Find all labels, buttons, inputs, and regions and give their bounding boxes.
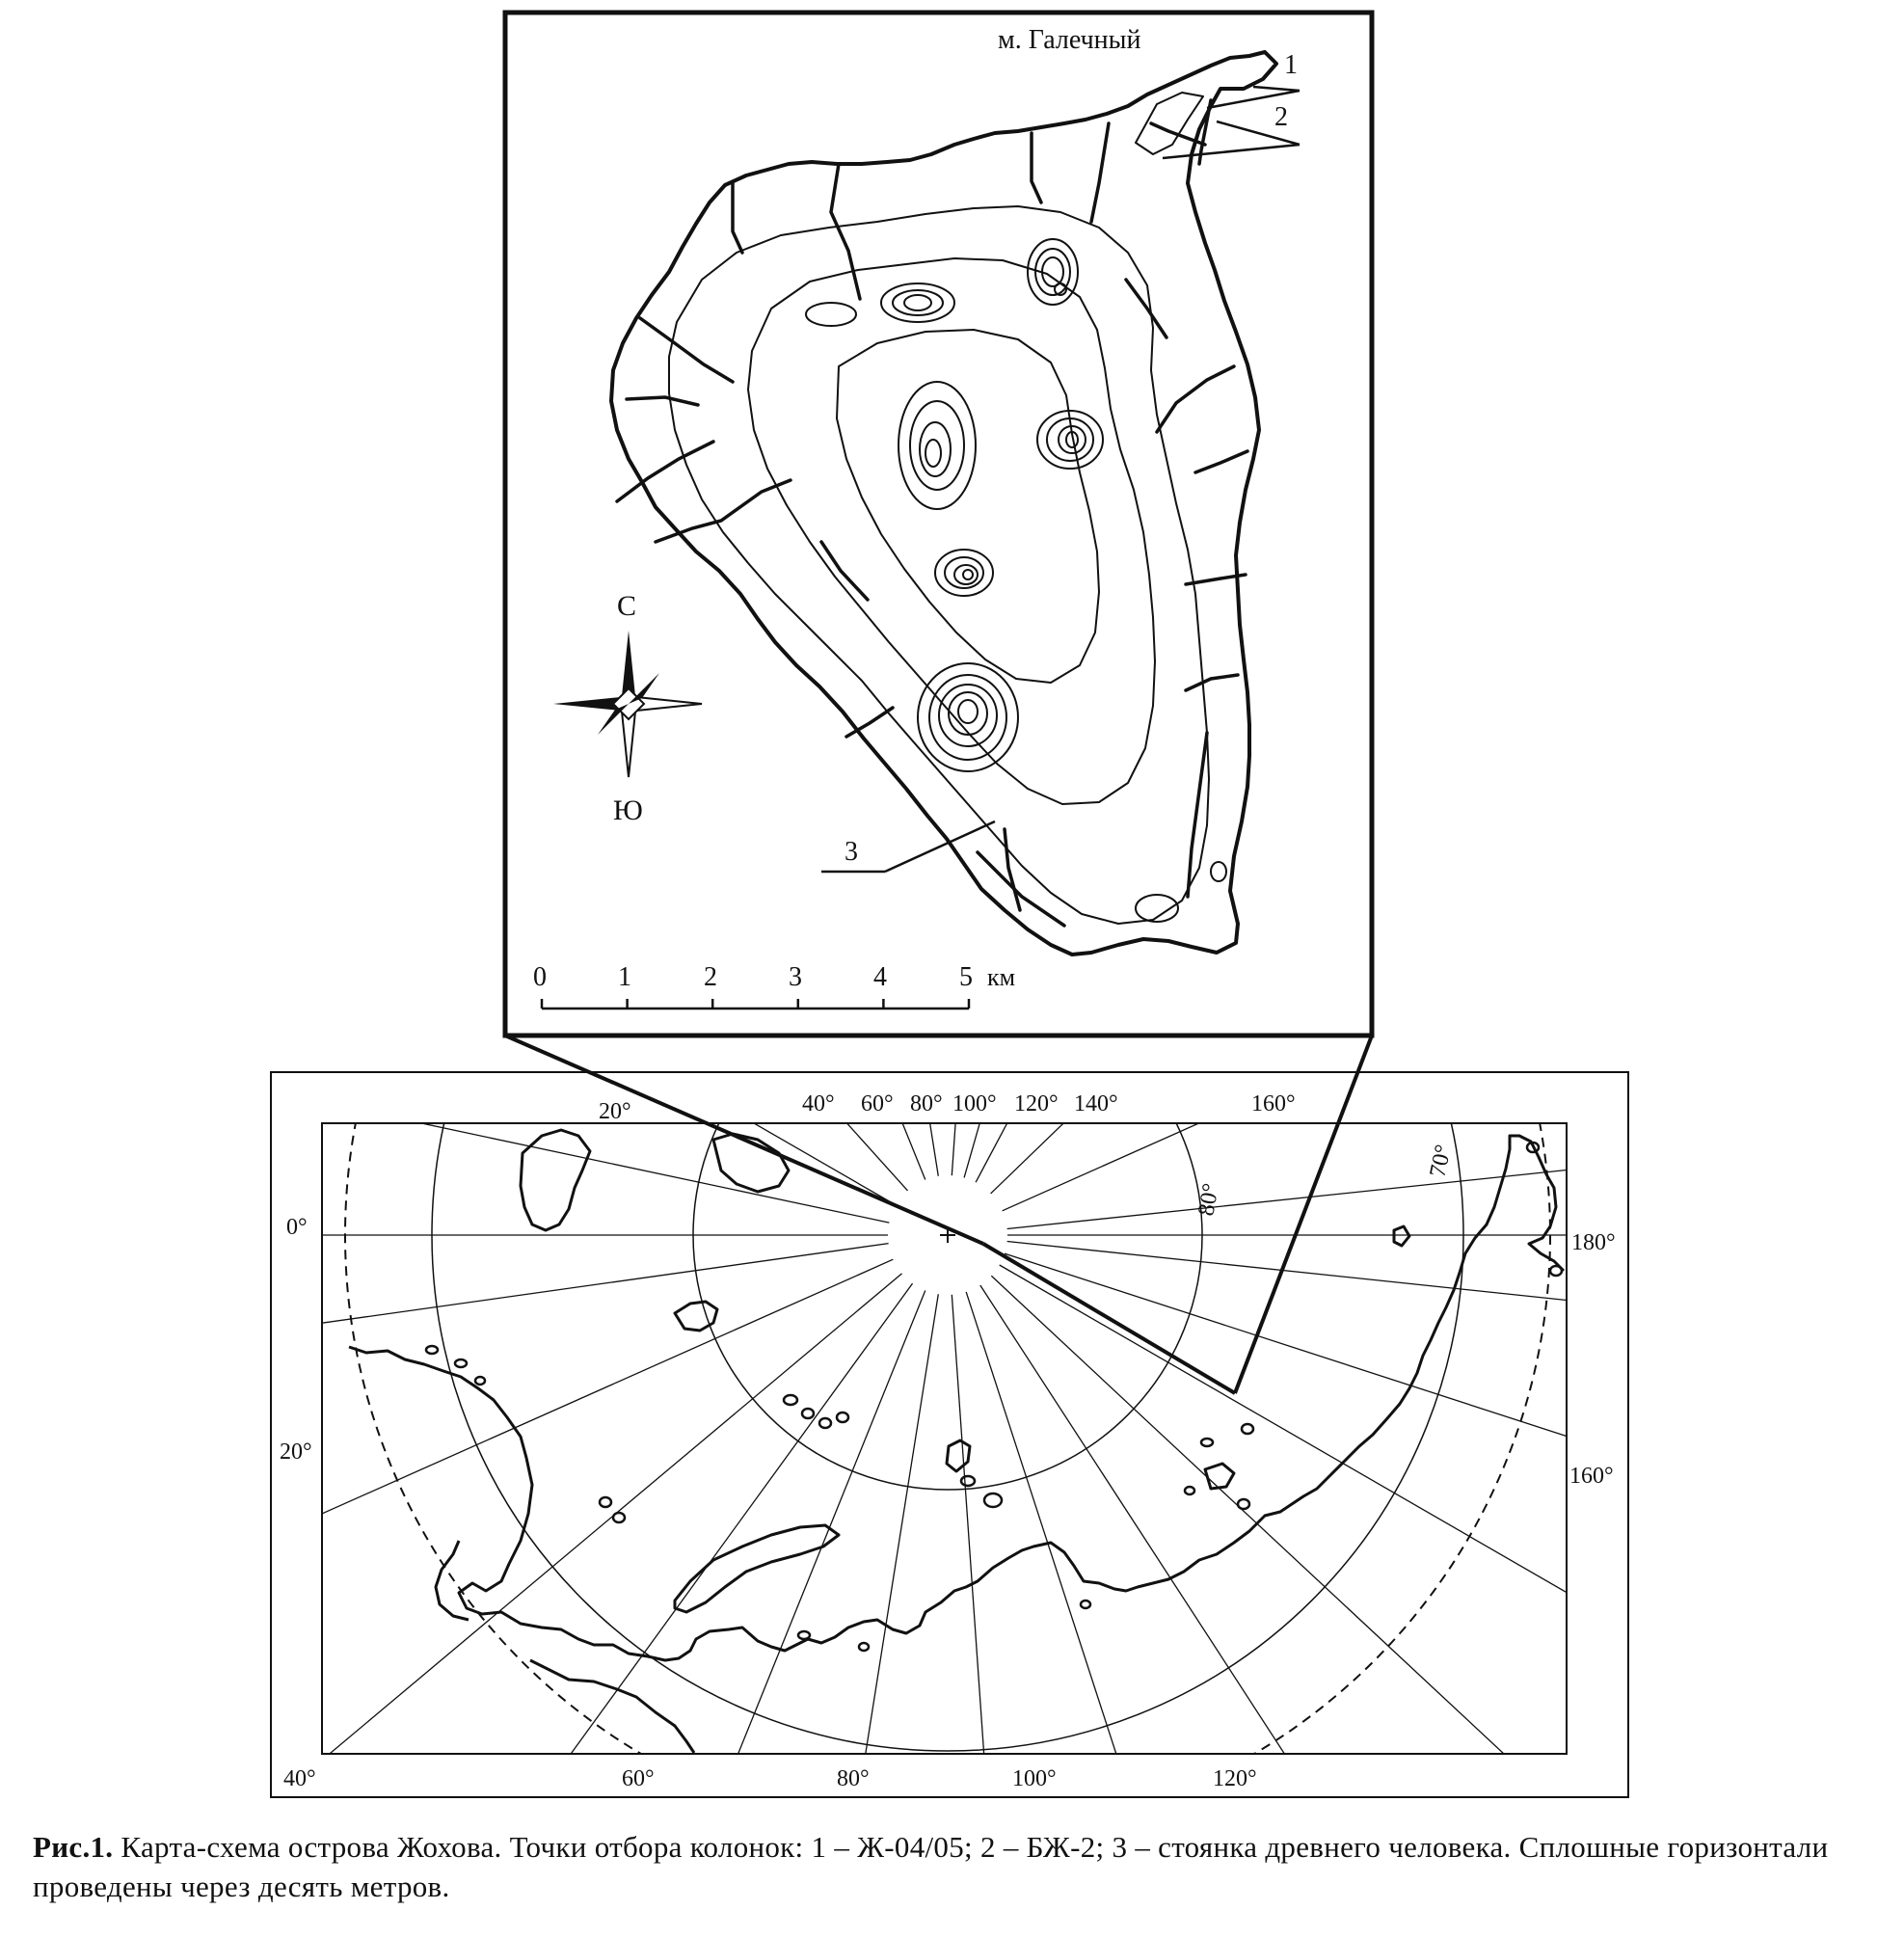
lon-label-top-120: 120° (1014, 1091, 1059, 1116)
coastlines (349, 1130, 1564, 1753)
coastline-franz-josef (675, 1302, 717, 1331)
coastline-wrangel (1394, 1226, 1409, 1246)
meridian-line (155, 1259, 894, 1588)
overview-labels (280, 1091, 1616, 1791)
lon-label-top-80: 80° (910, 1091, 943, 1116)
cape-label: м. Галечный (998, 25, 1141, 55)
right-label-160: 160° (1569, 1464, 1614, 1489)
coastline-svalbard (521, 1130, 590, 1230)
island-inset (505, 13, 1372, 1036)
lat-label-80: 80° (1193, 1181, 1224, 1219)
compass-north-label: С (617, 590, 637, 622)
scale-tick-label-0: 0 (533, 962, 547, 992)
scale-tick-label-1: 1 (618, 962, 631, 992)
marker-2-label: 2 (1274, 102, 1288, 132)
left-label-20: 20° (280, 1439, 312, 1465)
scale-tick-label-2: 2 (704, 962, 717, 992)
small-islands (426, 1143, 1562, 1651)
scale-tick-label-3: 3 (789, 962, 802, 992)
overview-inner-frame (322, 1123, 1567, 1754)
lon-label-top-60: 60° (861, 1091, 894, 1116)
scale-tick-label-5: 5 (959, 962, 973, 992)
lon-label-top-140: 140° (1074, 1091, 1118, 1116)
coastline-novaya-zemlya (675, 1525, 839, 1612)
meridian-line (1007, 1144, 1810, 1229)
lon-label-bottom-80: 80° (837, 1766, 870, 1791)
lon-label-top-40: 40° (802, 1091, 835, 1116)
coastline-eurasia (349, 1136, 1564, 1660)
meridian-line (99, 1055, 890, 1223)
meridian-line (1007, 1241, 1810, 1326)
coastline-kola (530, 1660, 694, 1753)
marker-3-label: 3 (845, 837, 858, 867)
left-label-40: 40° (283, 1766, 316, 1791)
left-label-0: 0° (286, 1215, 308, 1240)
meridian-line (89, 1244, 889, 1357)
compass-south-label: Ю (613, 794, 643, 826)
lon-label-bottom-120: 120° (1213, 1766, 1257, 1791)
figure-caption-text: Карта-схема острова Жохова. Точки отбора колонок: 1 – Ж-04/05; 2 – БЖ-2; 3 – стоянка древнего человека. Сплошные горизонтали проведены через десять метров. (33, 1830, 1829, 1903)
scale-tick-label-4: 4 (873, 962, 887, 992)
meridian-line (1005, 1253, 1773, 1503)
lat-label-70: 70° (1425, 1142, 1457, 1180)
scale-unit-label: км (987, 963, 1016, 991)
marker-1-label: 1 (1284, 50, 1298, 80)
coastline-severnaya-zemlya (947, 1440, 970, 1471)
inset-frame (505, 13, 1372, 1036)
meridian-line (991, 1276, 1582, 1827)
overview-outer-frame (271, 1072, 1628, 1797)
figure-caption (33, 1827, 1874, 1906)
lon-label-bottom-60: 60° (622, 1766, 655, 1791)
coastline-scandinavia (436, 1541, 469, 1620)
lon-label-top-100: 100° (952, 1091, 997, 1116)
lon-label-bottom-100: 100° (1012, 1766, 1057, 1791)
lon-label-top-20: 20° (599, 1099, 631, 1124)
lon-label-top-160: 160° (1251, 1091, 1296, 1116)
coastline-new-siberian (1205, 1464, 1234, 1489)
figure-number: Рис.1. (33, 1830, 114, 1864)
inset-callout-lines (505, 1036, 1372, 1393)
right-label-180: 180° (1571, 1230, 1616, 1255)
